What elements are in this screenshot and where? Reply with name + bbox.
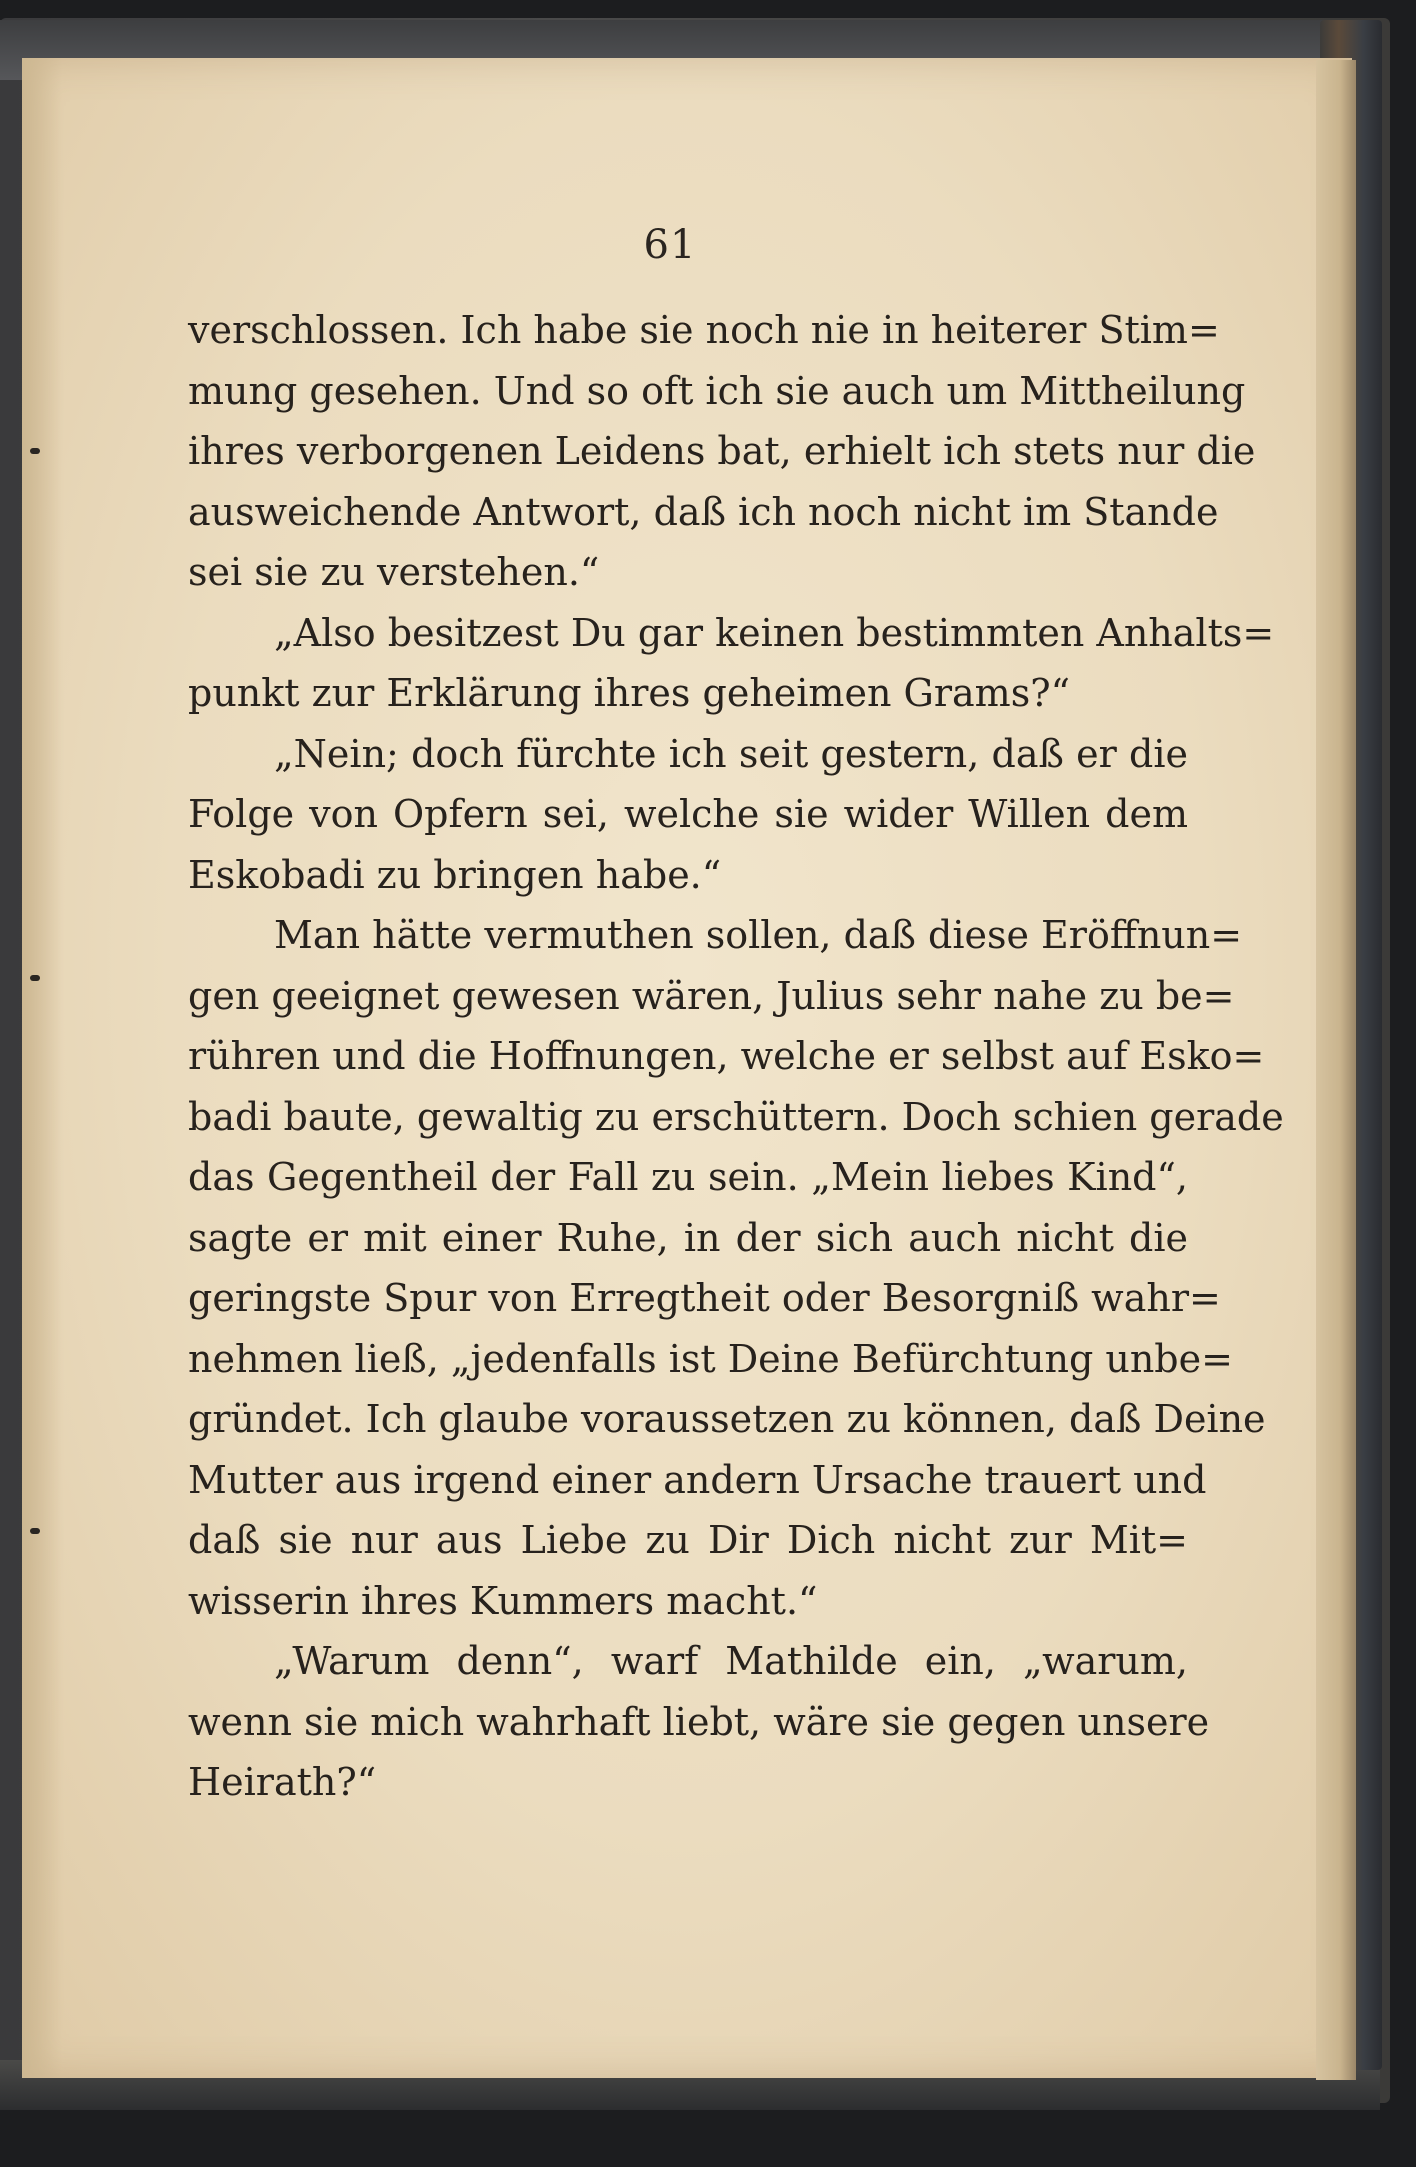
- text-line: sagte er mit einer Ruhe, in der sich auch nicht die: [188, 1215, 1188, 1260]
- page-gutter: [22, 58, 62, 2078]
- text-line: badi baute, gewaltig zu erschüttern. Doch schien gerade: [188, 1094, 1284, 1139]
- text-line: geringste Spur von Erregtheit oder Besorgniß wahr=: [188, 1276, 1221, 1320]
- body-text: [188, 300, 1284, 1813]
- text-line: Folge von Opfern sei, welche sie wider Willen dem: [188, 792, 1188, 836]
- text-line: rühren und die Hoffnungen, welche er selbst auf Esko=: [188, 1034, 1265, 1078]
- text-line: gründet. Ich glaube voraussetzen zu können, daß Deine: [188, 1397, 1266, 1441]
- text-line: Man hätte vermuthen sollen, daß diese Eröffnun=: [274, 913, 1243, 957]
- text-line: nehmen ließ, „jedenfalls ist Deine Befürchtung unbe=: [188, 1336, 1233, 1381]
- text-line: Mutter aus irgend einer andern Ursache trauert und: [188, 1457, 1207, 1502]
- text-line: punkt zur Erklärung ihres geheimen Grams?“: [188, 671, 1071, 715]
- text-line: sei sie zu verstehen.“: [188, 550, 600, 594]
- text-line: verschlossen. Ich habe sie noch nie in heiterer Stim=: [188, 308, 1220, 352]
- text-line: Eskobadi zu bringen habe.“: [188, 852, 722, 897]
- text-line: Heirath?“: [188, 1760, 377, 1804]
- text-line: das Gegentheil der Fall zu sein. „Mein liebes Kind“,: [188, 1155, 1188, 1199]
- text-line: mung gesehen. Und so oft ich sie auch um Mittheilung: [188, 368, 1246, 413]
- margin-mark: [30, 1528, 40, 1534]
- text-line: „Warum denn“, warf Mathilde ein, „warum,: [274, 1639, 1188, 1683]
- margin-mark: [30, 448, 40, 454]
- text-line: wenn sie mich wahrhaft liebt, wäre sie gegen unsere: [188, 1699, 1210, 1744]
- text-line: wisserin ihres Kummers macht.“: [188, 1578, 818, 1623]
- page-stack-edge: [1316, 60, 1356, 2080]
- text-line: „Also besitzest Du gar keinen bestimmten Anhalts=: [274, 610, 1275, 655]
- page-number: 61: [643, 222, 697, 268]
- text-line: gen geeignet gewesen wären, Julius sehr nahe zu be=: [188, 973, 1235, 1018]
- margin-mark: [30, 975, 40, 981]
- text-line: ihres verborgenen Leidens bat, erhielt ich stets nur die: [188, 429, 1256, 473]
- text-line: ausweichende Antwort, daß ich noch nicht im Stande: [188, 489, 1219, 534]
- text-line: „Nein; doch fürchte ich seit gestern, daß er die: [274, 731, 1188, 776]
- text-line: daß sie nur aus Liebe zu Dir Dich nicht zur Mit=: [188, 1518, 1188, 1562]
